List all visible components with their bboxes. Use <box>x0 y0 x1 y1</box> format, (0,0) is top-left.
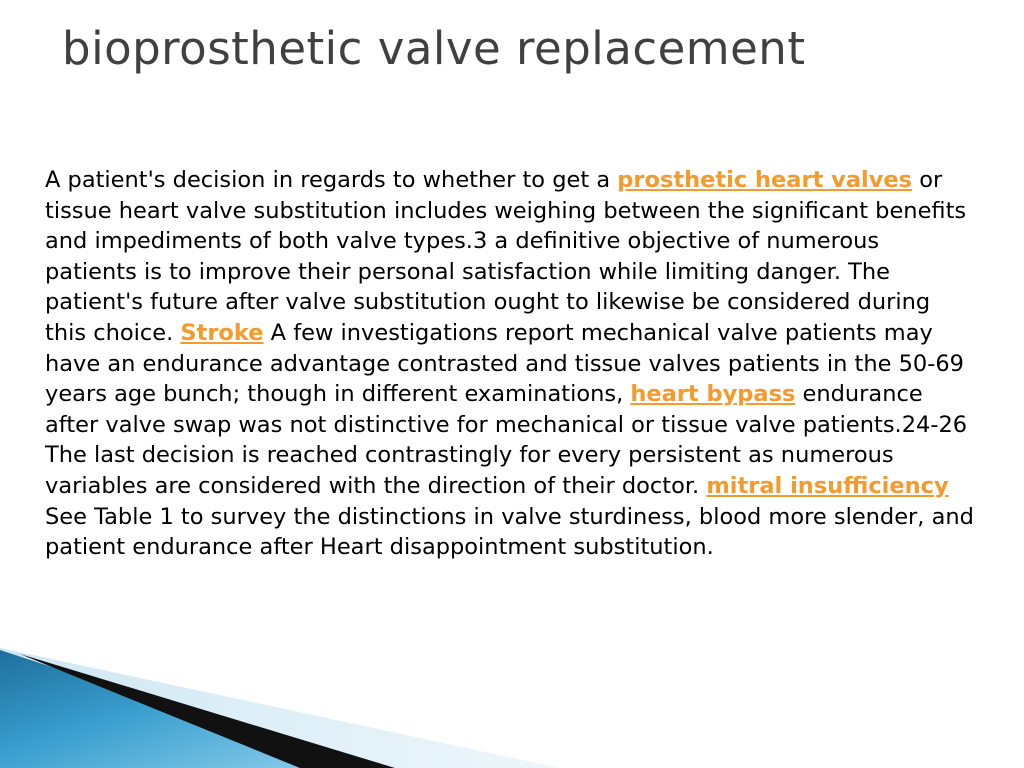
link-stroke[interactable]: Stroke <box>180 319 264 346</box>
body-text-4: endurance after valve swap was not distinctive for mechanical or tissue valve patients.24-26 The last decision is reached contrastingly for every persistent as numerous variables are considered with the direction of their doctor. <box>45 381 968 499</box>
link-mitral-insufficiency[interactable]: mitral insufficiency <box>706 472 949 499</box>
body-text-1: A patient's decision in regards to whether to get a <box>45 167 618 193</box>
link-heart-bypass[interactable]: heart bypass <box>630 381 796 408</box>
link-prosthetic-heart-valves[interactable]: prosthetic heart valves <box>617 167 913 193</box>
body-text-3: A few investigations report mechanical valve patients may have an endurance advantage contrasted and tissue valves patients in the 50-69 years age bunch; though in different examinations, <box>45 319 964 408</box>
body-text-5: See Table 1 to survey the distinctions in valve sturdiness, blood more slender, and patient endurance after Heart disappointment substitution. <box>45 503 974 561</box>
body-text-2: or tissue heart valve substitution includes weighing between the significant benefits and impediments of both valve types.3 a definitive objective of numerous patients is to improve their personal satisfaction while limiting danger. The patient's future after valve substitution ought to likewise be considered during this choice. <box>45 167 967 346</box>
slide-title: bioprosthetic valve replacement <box>62 22 806 75</box>
